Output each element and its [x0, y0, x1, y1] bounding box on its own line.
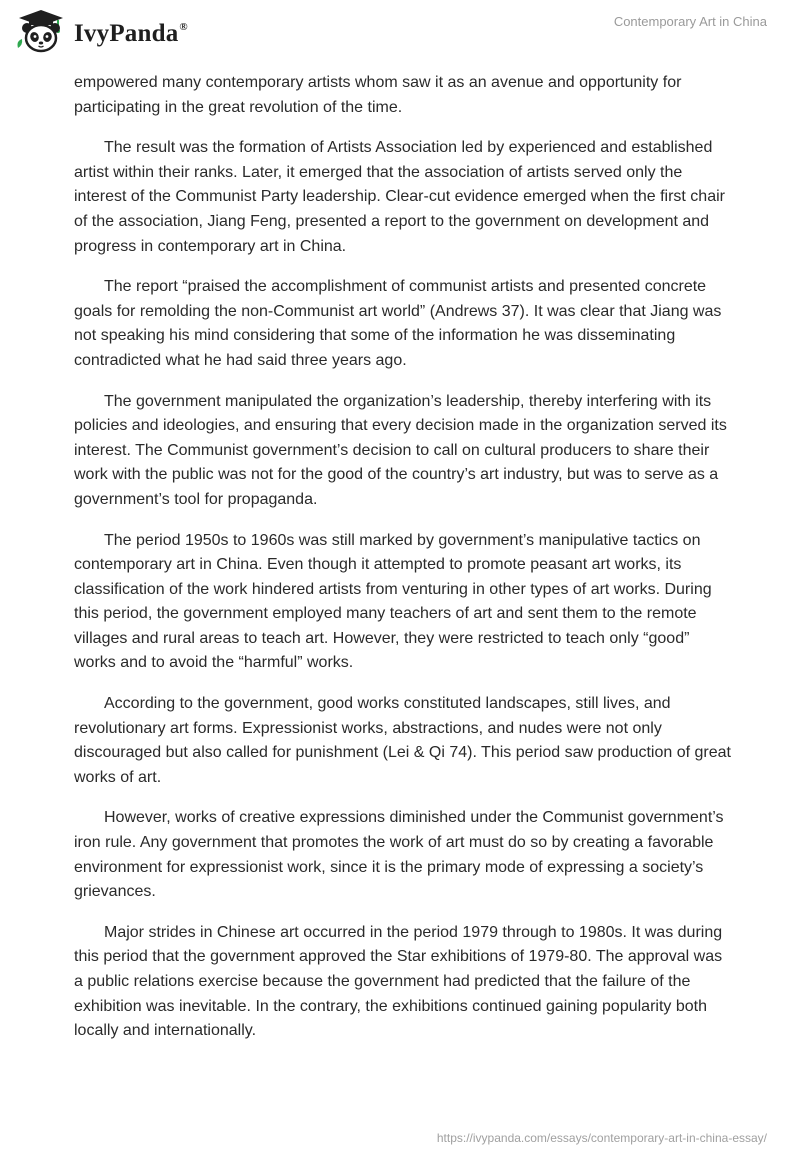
essay-paragraph: According to the government, good works constituted landscapes, still lives, and revolutionary art forms. Expressionist works, abstractions, and nudes were not only discouraged but also called for punishment (Lei & Qi 74). This period saw production of great works of art.	[74, 695, 731, 786]
essay-paragraph: However, works of creative expressions diminished under the Communist government’s iron rule. Any government that promotes the work of art must do so by creating a favorable environment for expressionist work, since it is the primary mode of expressing a society’s grievances.	[74, 809, 724, 901]
brand-name: IvyPanda®	[74, 20, 188, 47]
ivypanda-logo[interactable]	[14, 8, 188, 54]
source-url-link[interactable]: https://ivypanda.com/essays/contemporary-art-in-china-essay/	[436, 1131, 767, 1145]
essay-paragraph: Major strides in Chinese art occurred in the period 1979 through to 1980s. It was during this period that the government approved the Star exhibitions of 1979-80. The approval was a public relations exercise because the government had predicted that the failure of the exhibition was inevitable. In the contrary, the exhibitions continued gaining popularity both locally and internationally.	[74, 923, 723, 1040]
document-title: Contemporary Art in China	[613, 14, 767, 29]
essay-paragraph: The period 1950s to 1960s was still marked by government’s manipulative tactics on contemporary art in China. Even though it attempted to promote peasant art works, its classification of the work hindered artists from venturing in other types of art works. During this period, the government employed many teachers of art and sent them to the remote villages and rural areas to teach art. However, they were restricted to teach only “good” works and to avoid the “harmful” works.	[74, 531, 712, 672]
essay-paragraph: The report “praised the accomplishment of communist artists and presented concrete goals for remolding the non-Communist art world” (Andrews 37). It was clear that Jiang was not speaking his mind considering that some of the information he was disseminating contradicted what he had said three years ago.	[74, 278, 722, 369]
registered-mark: ®	[179, 21, 188, 33]
essay-paragraph: The result was the formation of Artists Association led by experienced and established artist within their ranks. Later, it emerged that the association of artists served only the interest of the Communist Party leadership. Clear-cut evidence emerged when the first chair of the association, Jiang Feng, presented a report to the government on development and progress in contemporary art in China.	[74, 139, 725, 255]
page-header	[0, 0, 800, 68]
essay-paragraph: The government manipulated the organization’s leadership, thereby interfering with its policies and ideologies, and ensuring that every decision made in the organization served its interest. The Communist government’s decision to call on cultural producers to share their work with the public was not for the good of the country’s art industry, but was to serve as a government’s tool for propaganda.	[74, 392, 727, 508]
essay-paragraph: empowered many contemporary artists whom saw it as an avenue and opportunity for participating in the great revolution of the time.	[74, 74, 682, 116]
panda-graduate-icon	[14, 8, 68, 54]
essay-body	[74, 71, 734, 1060]
